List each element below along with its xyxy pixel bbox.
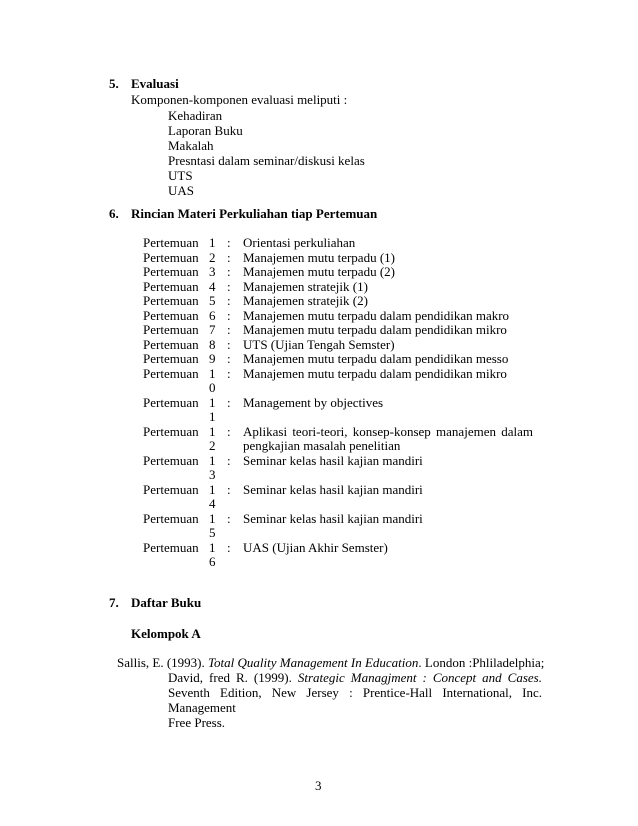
meeting-number-digit: 3	[209, 467, 216, 482]
meeting-topic: UTS (Ujian Tengah Semster)	[243, 336, 395, 352]
meeting-number-digit: 1	[209, 394, 216, 410]
meeting-label: Pertemuan	[143, 235, 199, 250]
evaluation-item: UAS	[168, 183, 195, 198]
meeting-label: Pertemuan	[143, 307, 199, 323]
reference-publisher: . London :Phliladelphia;	[418, 655, 545, 670]
meeting-label: Pertemuan	[143, 249, 199, 265]
separator-colon: :	[227, 293, 231, 308]
section-6-number: 6.	[109, 206, 119, 221]
meeting-topic: Management by objectives	[243, 394, 384, 410]
evaluation-item: UTS	[168, 168, 193, 183]
section-7-title: Daftar Buku	[131, 595, 202, 610]
meeting-number-digit: 7	[209, 322, 216, 337]
book-group-heading: Kelompok A	[131, 626, 201, 641]
schedule-row	[143, 454, 533, 483]
meeting-number-digit: 1	[209, 510, 216, 526]
meeting-topic: Seminar kelas hasil kajian mandiri	[243, 481, 423, 497]
meeting-number-digit: 3	[209, 264, 216, 279]
separator-colon: :	[227, 249, 231, 265]
meeting-label: Pertemuan	[143, 539, 199, 555]
meeting-number	[209, 396, 227, 425]
meeting-number-digit: 5	[209, 293, 216, 308]
schedule-row	[143, 367, 533, 396]
separator-colon: :	[227, 278, 231, 294]
separator-colon: :	[227, 481, 231, 497]
page-number: 3	[315, 778, 322, 793]
section-6-title: Rincian Materi Perkuliahan tiap Pertemuan	[131, 206, 378, 221]
separator-colon: :	[227, 423, 231, 439]
meeting-label: Pertemuan	[143, 278, 199, 294]
evaluation-item: Laporan Buku	[168, 123, 243, 138]
meeting-topic: Manajemen mutu terpadu dalam pendidikan makro	[243, 307, 510, 323]
schedule-row	[143, 396, 533, 425]
evaluation-item: Kehadiran	[168, 108, 223, 123]
meeting-number	[209, 236, 227, 251]
meeting-number-digit: 2	[209, 249, 216, 265]
evaluation-components-list	[168, 108, 365, 198]
separator-colon: :	[227, 235, 231, 250]
meeting-number-digit: 6	[209, 554, 216, 569]
meeting-number-digit: 9	[209, 351, 216, 366]
meeting-label: Pertemuan	[143, 351, 199, 366]
meeting-number-digit: 1	[209, 452, 216, 468]
meeting-topic: Seminar kelas hasil kajian mandiri	[243, 510, 423, 526]
meeting-label: Pertemuan	[143, 452, 199, 468]
meeting-number-digit: 1	[209, 481, 216, 497]
meeting-number	[209, 323, 227, 338]
meeting-topic: UAS (Ujian Akhir Semster)	[243, 539, 388, 555]
meeting-number-digit: 2	[209, 438, 216, 453]
schedule-row	[143, 265, 533, 280]
meeting-number	[209, 280, 227, 295]
meeting-number	[209, 338, 227, 353]
separator-colon: :	[227, 394, 231, 410]
reference-title: Total Quality Management In Education	[208, 655, 419, 670]
schedule-row	[143, 280, 533, 295]
section-7-number: 7.	[109, 595, 119, 610]
meeting-topic: Manajemen mutu terpadu dalam pendidikan messo	[243, 351, 509, 366]
meeting-label: Pertemuan	[143, 423, 199, 439]
meeting-number-digit: 5	[209, 525, 216, 540]
evaluation-item: Makalah	[168, 138, 214, 153]
meeting-number	[209, 454, 227, 483]
schedule-row	[143, 425, 533, 454]
meeting-schedule-table	[143, 236, 533, 570]
schedule-row	[143, 338, 533, 353]
schedule-row	[143, 236, 533, 251]
meeting-number-digit: 6	[209, 307, 216, 323]
meeting-number	[209, 309, 227, 324]
schedule-row	[143, 512, 533, 541]
meeting-topic: Aplikasi teori-teori, konsep-konsep manajemen dalam pengkajian masalah penelitian	[243, 423, 533, 453]
meeting-number-digit: 1	[209, 423, 216, 439]
meeting-number-digit: 1	[209, 365, 216, 381]
meeting-number	[209, 352, 227, 367]
reference-author: David, fred R. (1999).	[168, 670, 298, 685]
meeting-label: Pertemuan	[143, 336, 199, 352]
separator-colon: :	[227, 510, 231, 526]
reference-entry	[117, 655, 593, 670]
separator-colon: :	[227, 336, 231, 352]
reference-author: Sallis, E. (1993).	[117, 655, 208, 670]
meeting-number-digit: 8	[209, 336, 216, 352]
meeting-topic: Manajemen mutu terpadu dalam pendidikan mikro	[243, 365, 507, 381]
separator-colon: :	[227, 539, 231, 555]
meeting-topic: Seminar kelas hasil kajian mandiri	[243, 452, 423, 468]
meeting-number	[209, 425, 227, 454]
meeting-label: Pertemuan	[143, 510, 199, 526]
meeting-number	[209, 541, 227, 570]
schedule-row	[143, 352, 533, 367]
meeting-number-digit: 4	[209, 496, 216, 511]
schedule-row	[143, 251, 533, 266]
meeting-number	[209, 251, 227, 266]
meeting-number-digit: 4	[209, 278, 216, 294]
separator-colon: :	[227, 264, 231, 279]
meeting-topic: Manajemen stratejik (1)	[243, 278, 368, 294]
meeting-label: Pertemuan	[143, 293, 199, 308]
schedule-row	[143, 483, 533, 512]
section-5-number: 5.	[109, 76, 119, 91]
reference-entry	[168, 670, 542, 715]
schedule-row	[143, 323, 533, 338]
separator-colon: :	[227, 322, 231, 337]
reference-continuation: Free Press.	[168, 715, 226, 730]
meeting-label: Pertemuan	[143, 365, 199, 381]
meeting-topic: Manajemen mutu terpadu (2)	[243, 264, 395, 279]
meeting-topic: Manajemen mutu terpadu dalam pendidikan mikro	[243, 322, 507, 337]
meeting-label: Pertemuan	[143, 394, 199, 410]
reference-publisher: Seventh Edition, New Jersey : Prentice-Hall International, Inc. Management	[168, 685, 542, 715]
meeting-label: Pertemuan	[143, 322, 199, 337]
meeting-number	[209, 512, 227, 541]
meeting-number	[209, 367, 227, 396]
meeting-number-digit: 0	[209, 380, 216, 395]
evaluation-item: Presntasi dalam seminar/diskusi kelas	[168, 153, 365, 168]
meeting-topic: Manajemen mutu terpadu (1)	[243, 249, 395, 265]
separator-colon: :	[227, 307, 231, 323]
meeting-number-digit: 1	[209, 235, 216, 250]
meeting-number	[209, 294, 227, 309]
separator-colon: :	[227, 365, 231, 381]
separator-colon: :	[227, 351, 231, 366]
reference-title: Strategic Managjment : Concept and Cases.	[297, 670, 542, 685]
meeting-number	[209, 265, 227, 280]
schedule-row	[143, 294, 533, 309]
schedule-row	[143, 309, 533, 324]
separator-colon: :	[227, 452, 231, 468]
meeting-number-digit: 1	[209, 539, 216, 555]
section-5-title: Evaluasi	[131, 76, 179, 91]
meeting-label: Pertemuan	[143, 481, 199, 497]
meeting-number-digit: 1	[209, 409, 216, 424]
meeting-topic: Manajemen stratejik (2)	[243, 293, 368, 308]
meeting-label: Pertemuan	[143, 264, 199, 279]
evaluation-intro: Komponen-komponen evaluasi meliputi :	[131, 92, 348, 107]
meeting-topic: Orientasi perkuliahan	[243, 235, 356, 250]
schedule-row	[143, 541, 533, 570]
meeting-number	[209, 483, 227, 512]
